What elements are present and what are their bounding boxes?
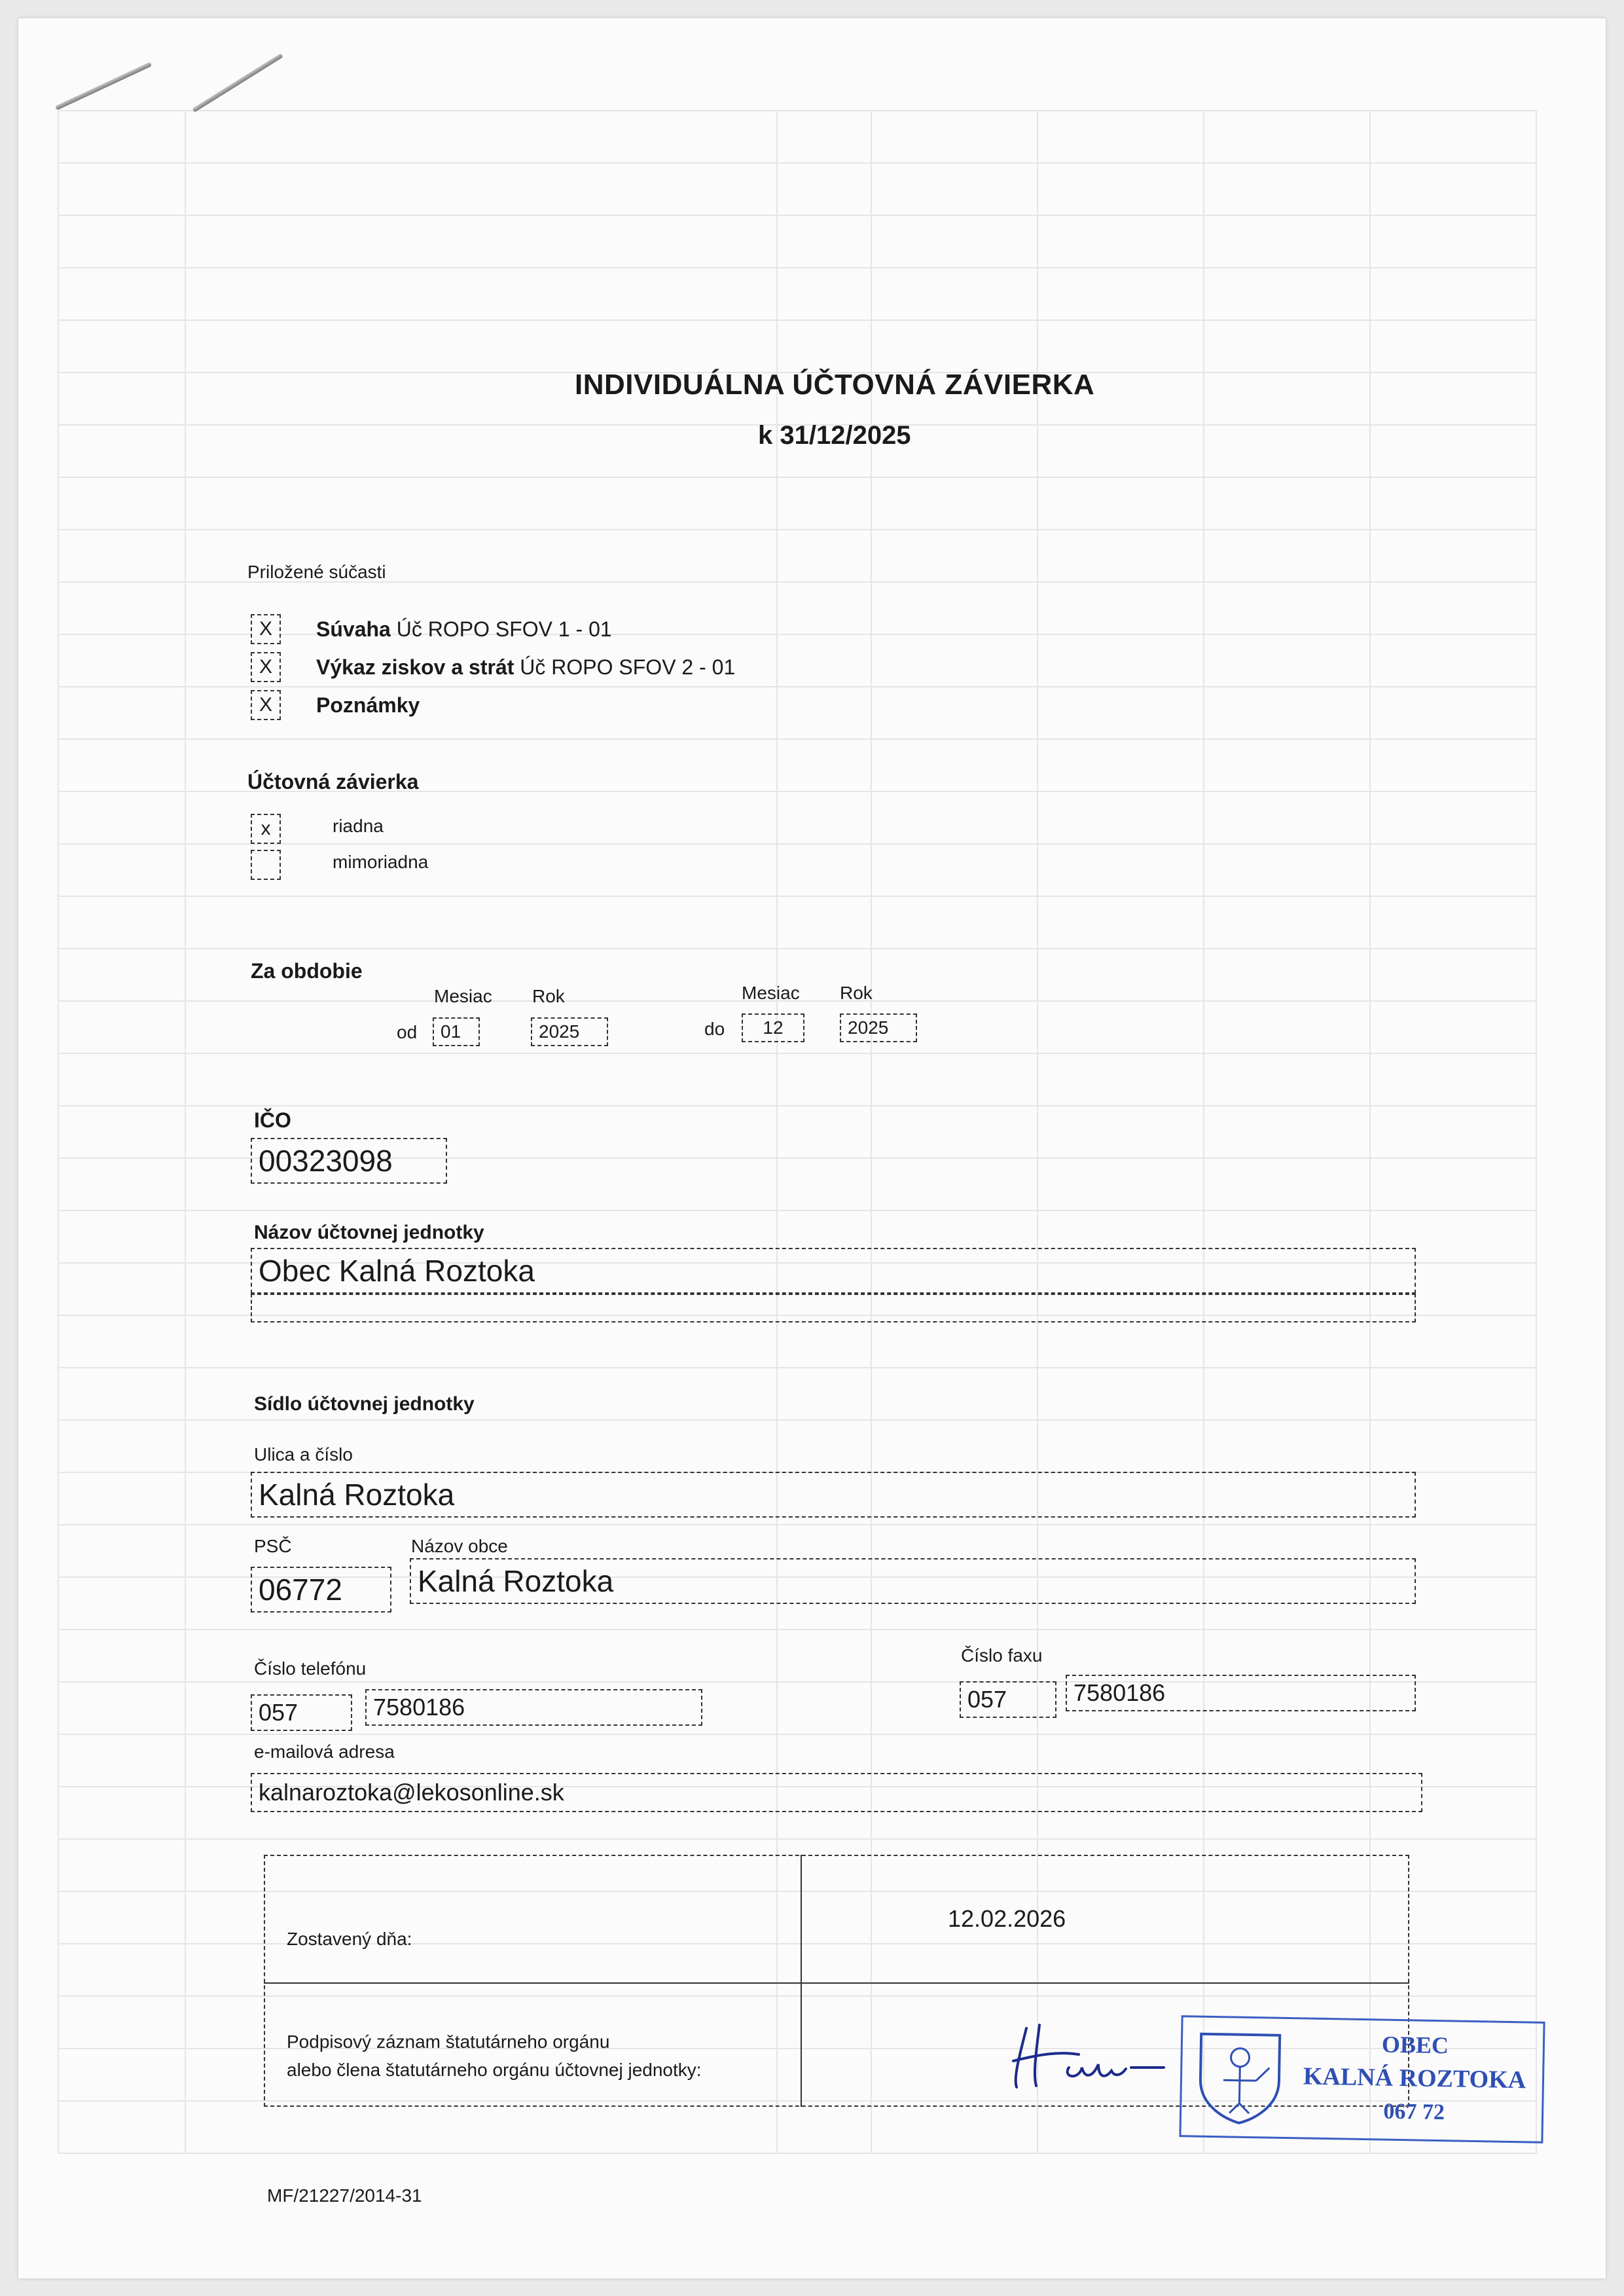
attachment-row-vykaz <box>316 655 735 680</box>
phone-label: Číslo telefónu <box>254 1658 367 1679</box>
attachment-checkbox-poznamky[interactable]: X <box>251 690 281 720</box>
street-field[interactable]: Kalná Roztoka <box>251 1472 1416 1518</box>
handwritten-signature <box>1000 2015 1170 2094</box>
unit-name-field[interactable]: Obec Kalná Roztoka <box>251 1248 1416 1294</box>
signature-block-hline <box>264 1982 1409 1984</box>
document-page <box>18 18 1606 2278</box>
psc-label: PSČ <box>254 1536 292 1556</box>
street-label: Ulica a číslo <box>254 1444 353 1465</box>
ico-field[interactable]: 00323098 <box>251 1138 447 1184</box>
from-year-field[interactable]: 2025 <box>531 1017 608 1046</box>
from-year-label: Rok <box>532 986 565 1006</box>
attachment-checkbox-suvaha[interactable]: X <box>251 614 281 644</box>
signature-label-line1: Podpisový záznam štatutárneho orgánu <box>287 2032 610 2052</box>
closing-heading: Účtovná závierka <box>247 770 419 793</box>
document-title: INDIVIDUÁLNA ÚČTOVNÁ ZÁVIERKA <box>575 369 1095 401</box>
signature-label-line2: alebo člena štatutárneho orgánu účtovnej jednotky: <box>287 2060 702 2080</box>
staple-left <box>55 62 152 111</box>
stamp-line-name: KALNÁ ROZTOKA <box>1303 2062 1526 2094</box>
from-month-field[interactable]: 01 <box>433 1017 480 1046</box>
to-year-label: Rok <box>840 983 873 1003</box>
compiled-date[interactable]: 12.02.2026 <box>948 1905 1066 1932</box>
closing-label-riadna: riadna <box>333 816 384 836</box>
closing-label-mimoriadna: mimoriadna <box>333 852 429 872</box>
to-label: do <box>704 1019 725 1039</box>
psc-field[interactable]: 06772 <box>251 1567 391 1613</box>
closing-checkbox-mimoriadna[interactable] <box>251 850 281 880</box>
closing-date: k 31/12/2025 <box>758 421 911 450</box>
town-field[interactable]: Kalná Roztoka <box>410 1558 1416 1604</box>
seat-heading: Sídlo účtovnej jednotky <box>254 1393 475 1415</box>
to-month-label: Mesiac <box>742 983 800 1003</box>
attachment-row-poznamky <box>316 693 420 718</box>
coat-of-arms-icon <box>1193 2028 1287 2127</box>
unit-name-field-line2[interactable] <box>251 1294 1416 1322</box>
attachment-name: Poznámky <box>316 693 420 717</box>
ico-label: IČO <box>254 1108 291 1132</box>
attachments-heading: Priložené súčasti <box>247 562 386 582</box>
fax-number-field[interactable]: 7580186 <box>1066 1675 1416 1711</box>
stamp-line-postcode: 067 72 <box>1383 2099 1445 2125</box>
municipal-stamp <box>1179 2015 1545 2143</box>
closing-checkbox-riadna[interactable]: x <box>251 814 281 844</box>
fax-label: Číslo faxu <box>961 1645 1043 1666</box>
town-label: Názov obce <box>411 1536 508 1556</box>
staple-right <box>192 53 283 113</box>
period-heading: Za obdobie <box>251 959 363 983</box>
to-month-field[interactable]: 12 <box>742 1013 804 1042</box>
compiled-label: Zostavený dňa: <box>287 1929 412 1949</box>
attachment-name: Súvaha <box>316 617 391 641</box>
email-field[interactable]: kalnaroztoka@lekosonline.sk <box>251 1773 1422 1812</box>
fax-prefix-field[interactable]: 057 <box>960 1681 1056 1718</box>
unit-name-label: Názov účtovnej jednotky <box>254 1222 484 1243</box>
email-label: e-mailová adresa <box>254 1741 395 1762</box>
attachment-name: Výkaz ziskov a strát <box>316 655 514 679</box>
phone-prefix-field[interactable]: 057 <box>251 1694 352 1731</box>
from-label: od <box>397 1022 418 1042</box>
stamp-line-obec: OBEC <box>1381 2031 1449 2059</box>
to-year-field[interactable]: 2025 <box>840 1013 917 1042</box>
attachment-row-suvaha <box>316 617 612 642</box>
phone-number-field[interactable]: 7580186 <box>365 1689 702 1726</box>
attachment-checkbox-vykaz[interactable]: X <box>251 652 281 682</box>
attachment-code: Úč ROPO SFOV 2 - 01 <box>520 655 736 679</box>
signature-block-divider <box>801 1855 802 2107</box>
from-month-label: Mesiac <box>434 986 492 1006</box>
form-code: MF/21227/2014-31 <box>267 2185 422 2206</box>
attachment-code: Úč ROPO SFOV 1 - 01 <box>396 617 612 641</box>
